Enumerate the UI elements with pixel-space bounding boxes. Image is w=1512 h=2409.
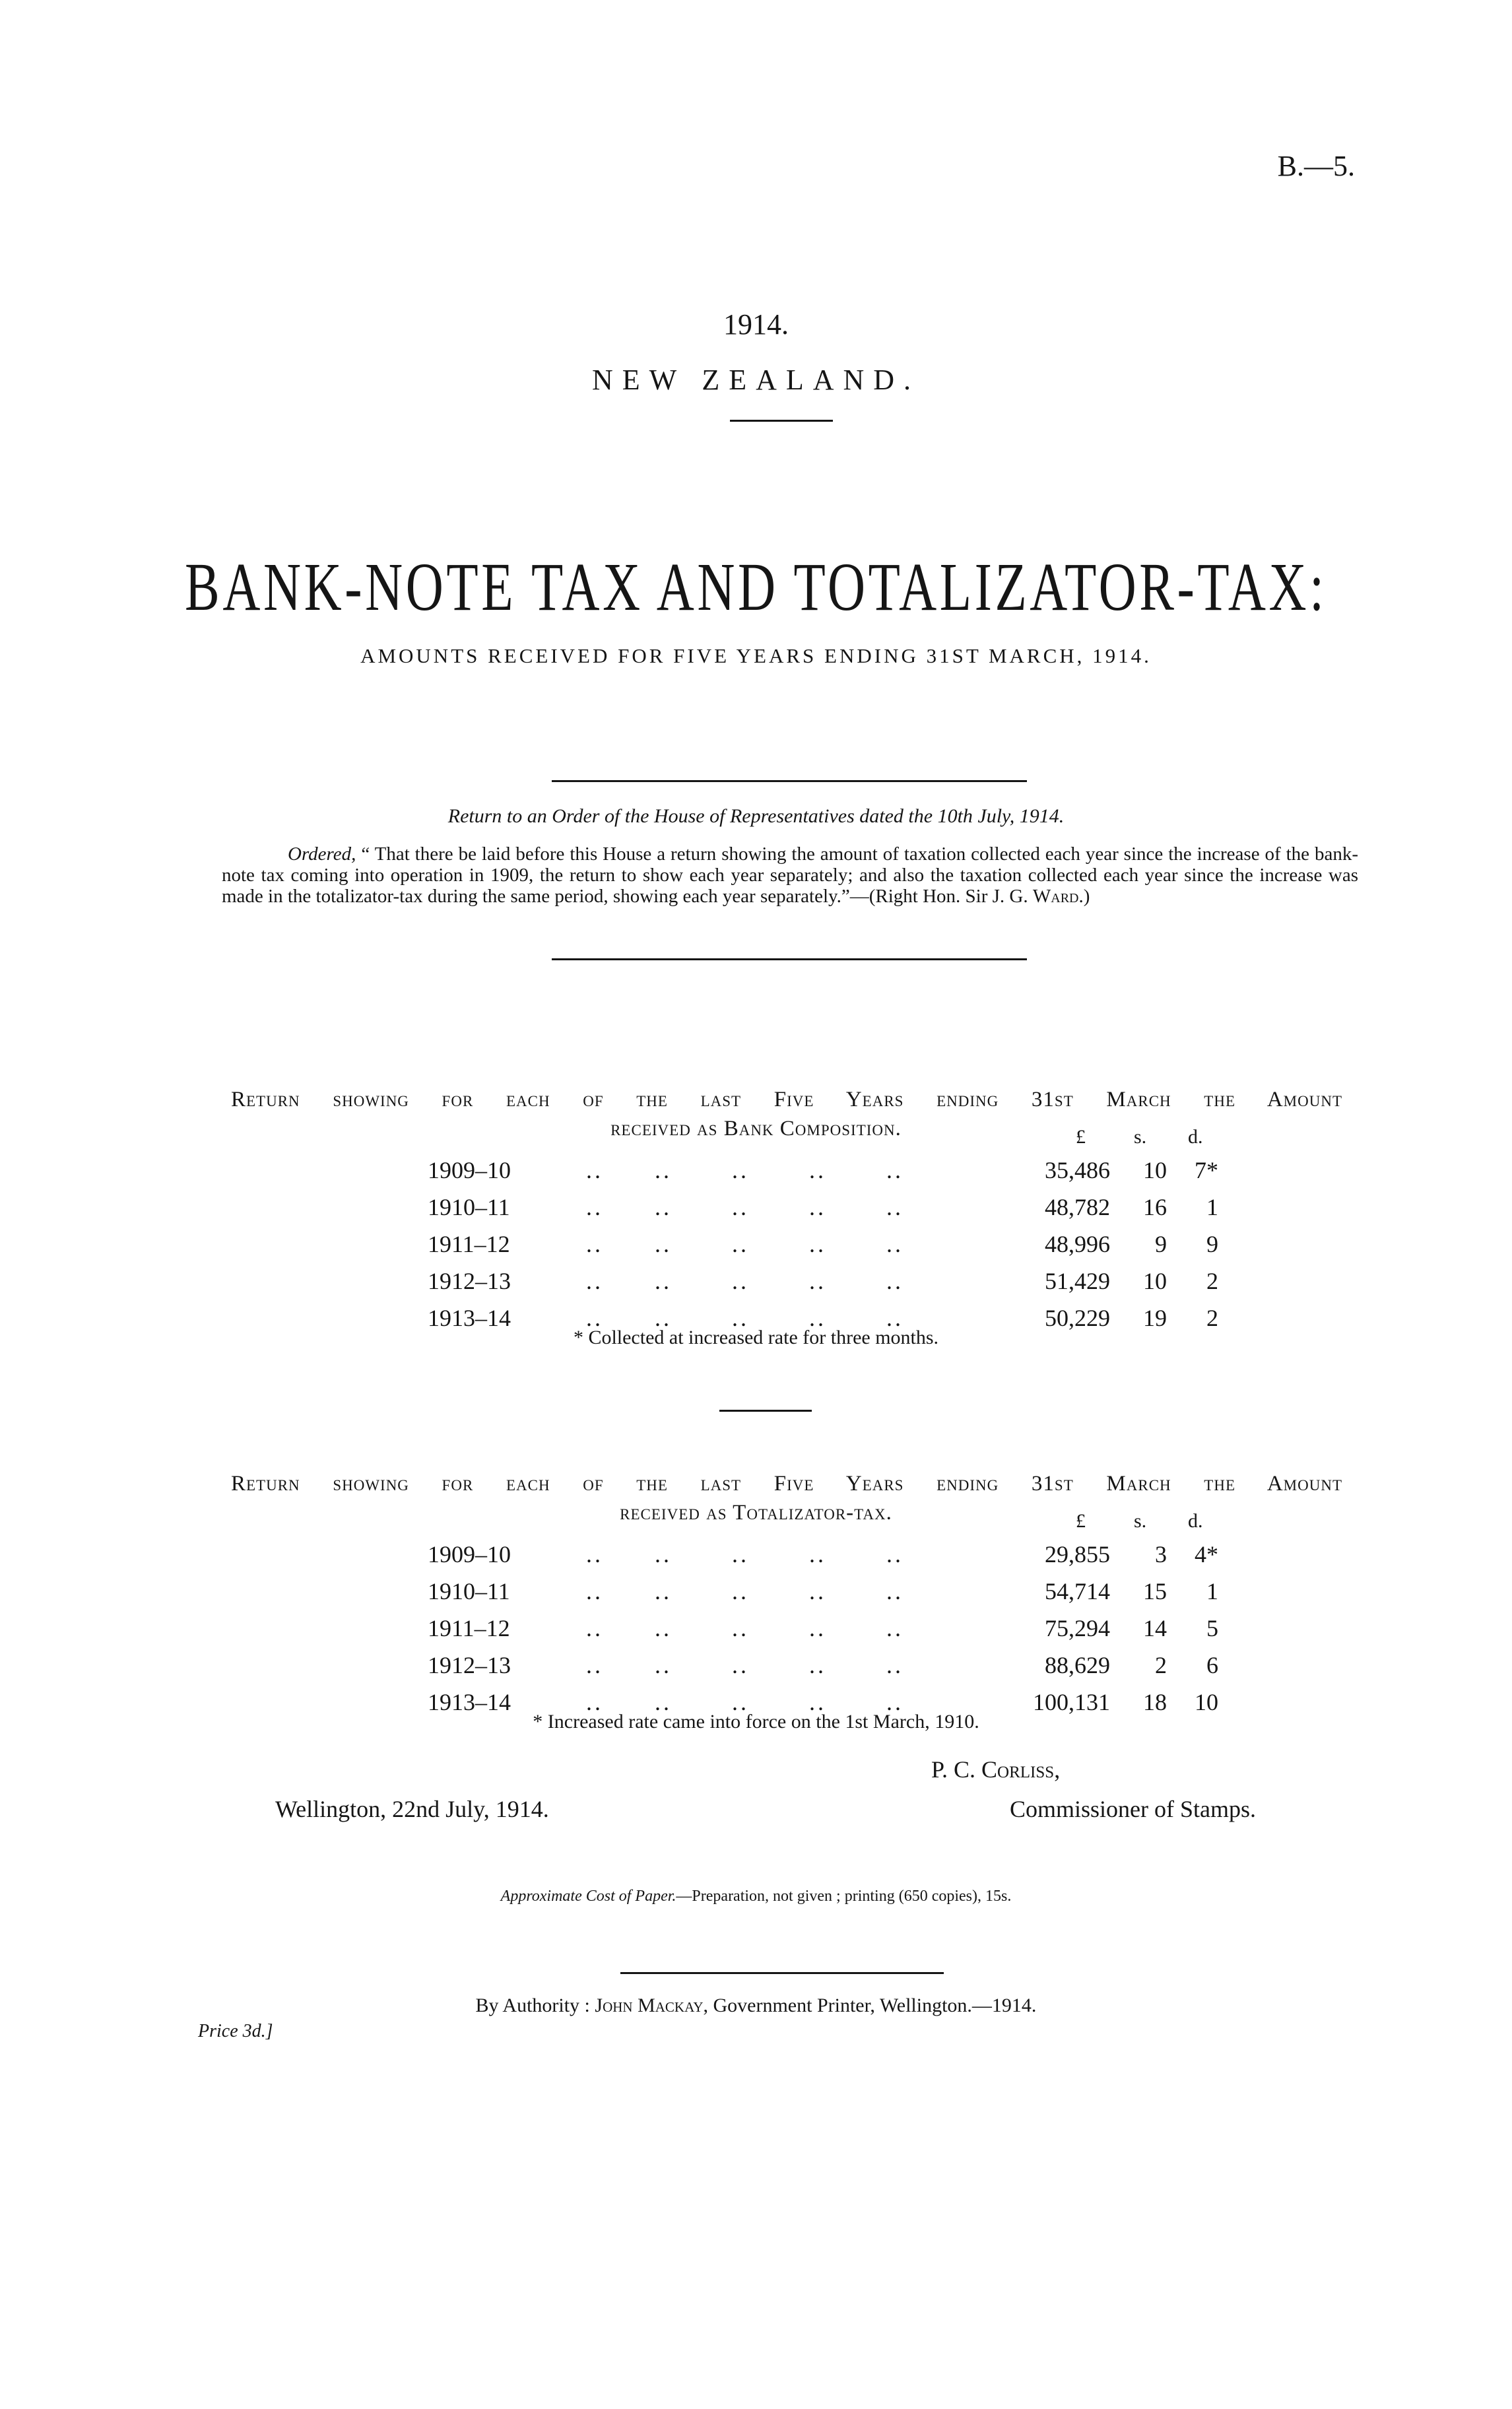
row-pounds: 51,429 xyxy=(1045,1268,1110,1294)
row-shillings: 14 xyxy=(1143,1615,1167,1641)
row-pence: 2 xyxy=(1206,1268,1218,1294)
row-pounds: 54,714 xyxy=(1045,1578,1110,1604)
table-row xyxy=(0,1577,1512,1614)
imprint-prefix: By Authority : xyxy=(475,1995,590,2016)
document-year: 1914. xyxy=(723,308,789,341)
row-year: 1911–12 xyxy=(428,1615,510,1641)
row-year: 1910–11 xyxy=(428,1194,510,1220)
row-pence: 10 xyxy=(1195,1689,1218,1715)
imprint-suffix: Government Printer, Wellington.—1914. xyxy=(713,1995,1037,2016)
divider xyxy=(730,420,833,422)
row-shillings: 2 xyxy=(1155,1652,1167,1678)
row-year: 1911–12 xyxy=(428,1231,510,1257)
printer-imprint xyxy=(0,1995,1512,2017)
row-year: 1910–11 xyxy=(428,1578,510,1604)
totalizator-tax-return xyxy=(0,1472,1512,1736)
table-row xyxy=(0,1614,1512,1651)
row-pounds: 88,629 xyxy=(1045,1652,1110,1678)
row-pounds: 48,782 xyxy=(1045,1194,1110,1220)
column-header-pence: d. xyxy=(1188,1510,1203,1532)
price-note: Price 3d.] xyxy=(198,2021,273,2041)
column-header-pence: d. xyxy=(1188,1126,1203,1148)
table-row xyxy=(0,1230,1512,1267)
row-leader-dots: .. .. .. .. .. xyxy=(586,1157,904,1183)
row-shillings: 3 xyxy=(1155,1541,1167,1568)
column-header-shillings: s. xyxy=(1134,1126,1147,1148)
table-footnote: * Collected at increased rate for three months. xyxy=(573,1327,939,1348)
order-reference: Return to an Order of the House of Representatives dated the 10th July, 1914. xyxy=(447,805,1065,827)
row-leader-dots: .. .. .. .. .. xyxy=(586,1305,904,1331)
row-leader-dots: .. .. .. .. .. xyxy=(586,1194,904,1220)
row-shillings: 10 xyxy=(1143,1268,1167,1294)
document-code: B.—5. xyxy=(1277,150,1355,182)
row-year: 1909–10 xyxy=(428,1541,511,1568)
row-year: 1912–13 xyxy=(428,1652,511,1678)
ordered-word: Ordered, xyxy=(288,843,356,865)
table-footnote: * Increased rate came into force on the 1st March, 1910. xyxy=(533,1711,979,1732)
row-year: 1912–13 xyxy=(428,1268,511,1294)
signatory-title: Commissioner of Stamps. xyxy=(1010,1796,1257,1822)
row-pence: 2 xyxy=(1206,1305,1218,1331)
row-pounds: 50,229 xyxy=(1045,1305,1110,1331)
row-leader-dots: .. .. .. .. .. xyxy=(586,1268,904,1294)
column-header-shillings: s. xyxy=(1134,1510,1147,1532)
row-year: 1909–10 xyxy=(428,1157,511,1183)
cost-label: Approximate Cost of Paper. xyxy=(500,1888,676,1905)
row-pounds: 29,855 xyxy=(1045,1541,1110,1568)
bank-composition-return xyxy=(0,1088,1512,1352)
row-pounds: 100,131 xyxy=(1033,1689,1110,1715)
order-mover: Ward.) xyxy=(1032,886,1090,907)
place-and-date: Wellington, 22nd July, 1914. xyxy=(275,1796,549,1822)
order-text xyxy=(222,843,1358,907)
row-pounds: 35,486 xyxy=(1045,1157,1110,1183)
row-shillings: 9 xyxy=(1155,1231,1167,1257)
row-shillings: 10 xyxy=(1143,1157,1167,1183)
table-row xyxy=(0,1193,1512,1230)
return-heading: Return showing for each of the last Five Years ending 31st March the Amount xyxy=(231,1088,1342,1111)
cost-of-paper xyxy=(0,1888,1512,1905)
row-year: 1913–14 xyxy=(428,1305,511,1331)
row-shillings: 15 xyxy=(1143,1578,1167,1604)
row-leader-dots: .. .. .. .. .. xyxy=(586,1231,904,1257)
return-heading: Return showing for each of the last Five Years ending 31st March the Amount xyxy=(231,1472,1342,1496)
column-header-pounds: £ xyxy=(1076,1510,1086,1532)
row-shillings: 18 xyxy=(1143,1689,1167,1715)
row-year: 1913–14 xyxy=(428,1689,511,1715)
cost-text: —Preparation, not given ; printing (650 copies), 15s. xyxy=(676,1888,1012,1905)
row-shillings: 19 xyxy=(1143,1305,1167,1331)
table-row xyxy=(0,1156,1512,1193)
row-pence: 1 xyxy=(1206,1578,1218,1604)
printer-name: John Mackay, xyxy=(595,1995,708,2016)
order-quote: “ That there be laid before this House a return showing the amount of taxation collected each year since the increase of the bank-note tax coming into operation in 1909, the return to show each year separately; and also the taxation collected each year since the increase was made in the totalizator-tax during the same period, showing each year separately.”—(Right Hon. Sir J. G. xyxy=(222,843,1359,907)
table-row xyxy=(0,1651,1512,1688)
table-row xyxy=(0,1267,1512,1304)
row-leader-dots: .. .. .. .. .. xyxy=(586,1689,904,1715)
table-row xyxy=(0,1540,1512,1577)
column-header-pounds: £ xyxy=(1076,1126,1086,1148)
country-heading: NEW ZEALAND. xyxy=(591,364,921,396)
row-pence: 7* xyxy=(1195,1157,1218,1183)
divider xyxy=(552,958,1027,960)
divider xyxy=(620,1972,944,1974)
return-heading-subline: received as Bank Composition. xyxy=(610,1117,902,1140)
divider xyxy=(719,1410,812,1412)
row-leader-dots: .. .. .. .. .. xyxy=(586,1652,904,1678)
signatory-name: P. C. Corliss, xyxy=(931,1756,1061,1783)
row-leader-dots: .. .. .. .. .. xyxy=(586,1615,904,1641)
row-pounds: 75,294 xyxy=(1045,1615,1110,1641)
row-pence: 4* xyxy=(1195,1541,1218,1568)
row-pence: 1 xyxy=(1206,1194,1218,1220)
row-pence: 6 xyxy=(1206,1652,1218,1678)
subtitle: AMOUNTS RECEIVED FOR FIVE YEARS ENDING 31ST MARCH, 1914. xyxy=(360,644,1152,667)
row-pence: 5 xyxy=(1206,1615,1218,1641)
row-pounds: 48,996 xyxy=(1045,1231,1110,1257)
main-title: BANK-NOTE TAX AND TOTALIZATOR-TAX: xyxy=(185,549,1327,625)
row-leader-dots: .. .. .. .. .. xyxy=(586,1541,904,1568)
divider xyxy=(552,780,1027,782)
row-leader-dots: .. .. .. .. .. xyxy=(586,1578,904,1604)
return-heading-subline: received as Totalizator-tax. xyxy=(620,1501,892,1525)
row-pence: 9 xyxy=(1206,1231,1218,1257)
row-shillings: 16 xyxy=(1143,1194,1167,1220)
